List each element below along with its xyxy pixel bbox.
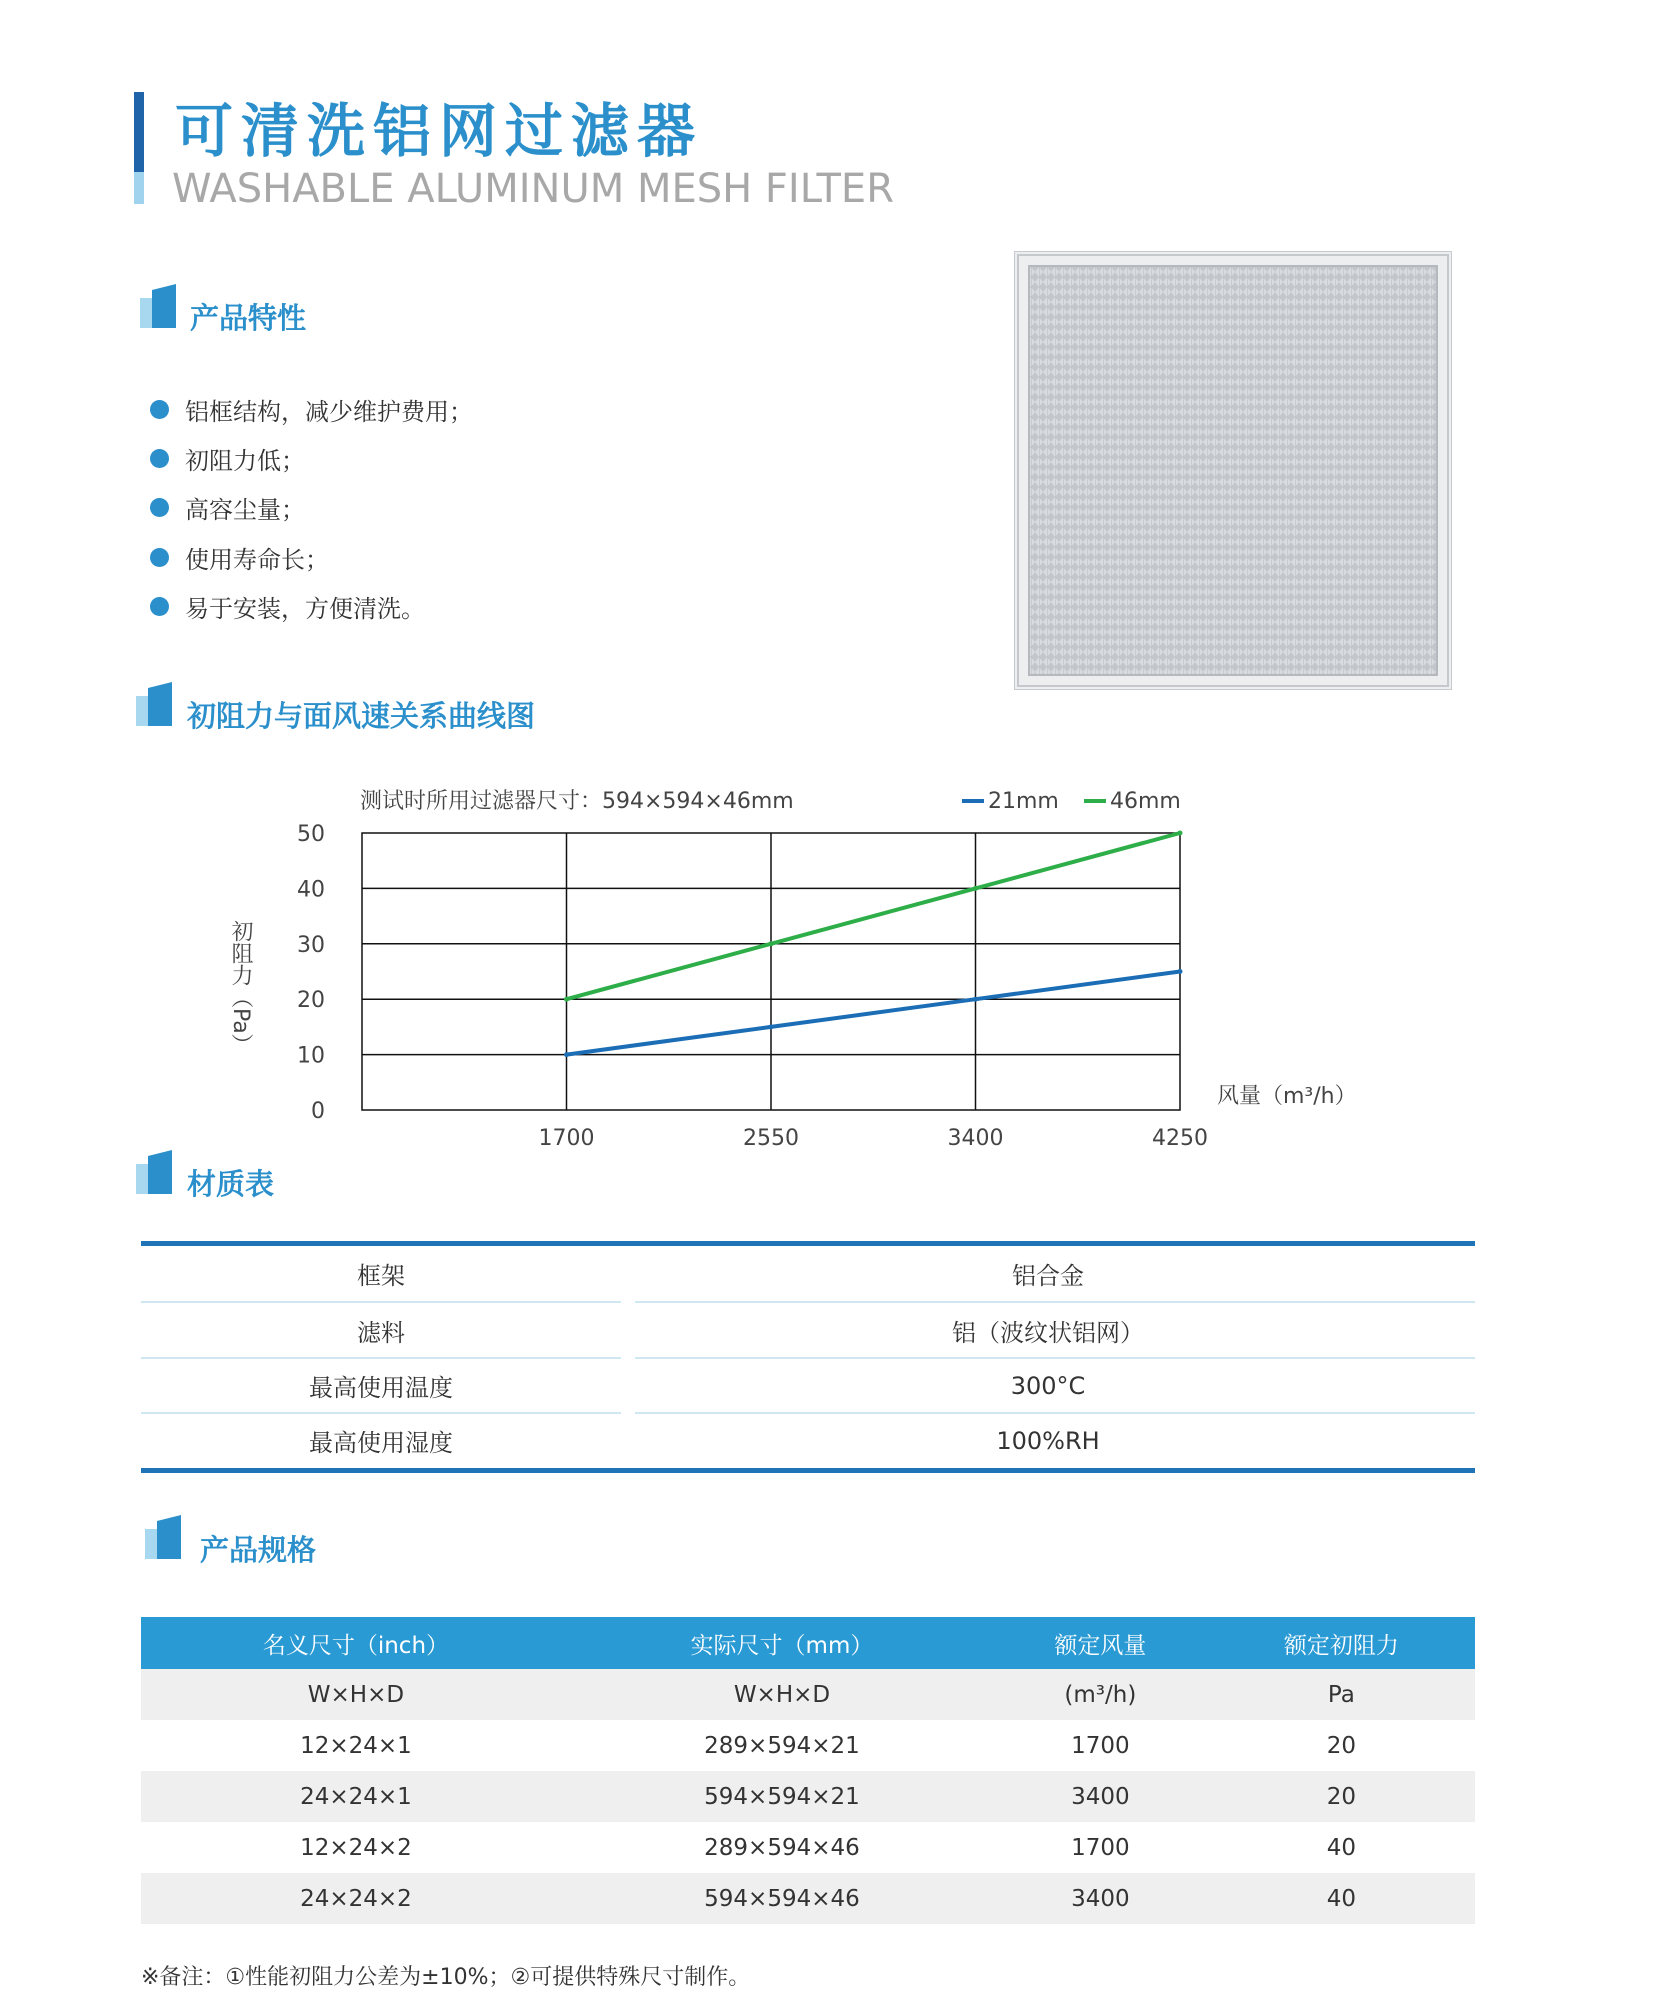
chart-legend xyxy=(962,789,1181,814)
y-axis-label: 初阻力（Pa） xyxy=(228,920,253,1056)
y-tick-label: 0 xyxy=(311,1099,325,1124)
page-title: 可清洗铝网过滤器 xyxy=(175,97,704,165)
x-tick-label: 2550 xyxy=(743,1126,799,1151)
data-point xyxy=(769,941,774,946)
spec-header-row xyxy=(141,1617,1475,1669)
feature-item: 易于安装，方便清洗。 xyxy=(150,589,425,624)
chart-test-note: 测试时所用过滤器尺寸：594×594×46mm xyxy=(360,789,794,814)
feature-item: 铝框结构，减少维护费用； xyxy=(150,392,473,427)
table-row: 24×24×2 594×594×46 3400 40 xyxy=(141,1873,1475,1924)
x-tick-label: 1700 xyxy=(538,1126,595,1151)
header-nominal-size: 名义尺寸（inch） xyxy=(141,1617,571,1669)
header-actual-size: 实际尺寸（mm） xyxy=(571,1617,993,1669)
y-axis-ticks xyxy=(297,822,325,1124)
legend-label: 46mm xyxy=(1110,789,1181,814)
material-row: 框架 铝合金 xyxy=(357,1262,1084,1290)
section-title-materials: 材质表 xyxy=(187,1167,275,1201)
table-row: 12×24×2 289×594×46 1700 40 xyxy=(300,1834,1356,1861)
data-point xyxy=(973,886,978,891)
series-line-46mm xyxy=(567,833,1181,999)
x-tick-label: 4250 xyxy=(1152,1126,1208,1151)
data-point xyxy=(1178,969,1183,974)
series-line-21mm xyxy=(567,972,1181,1055)
section-bar-icon xyxy=(136,1150,172,1194)
chart-grid xyxy=(362,833,1180,1110)
table-row: 12×24×1 289×594×21 1700 20 xyxy=(300,1732,1356,1759)
footnote: ※备注：①性能初阻力公差为±10%；②可提供特殊尺寸制作。 xyxy=(141,1965,751,1990)
data-point xyxy=(564,1052,569,1057)
y-tick-label: 50 xyxy=(297,822,325,847)
page-subtitle: WASHABLE ALUMINUM MESH FILTER xyxy=(172,166,894,212)
data-point xyxy=(1178,831,1183,836)
header-rated-resistance: 额定初阻力 xyxy=(1208,1617,1475,1669)
feature-item: 初阻力低； xyxy=(150,441,305,476)
section-title-features: 产品特性 xyxy=(190,301,307,335)
data-point xyxy=(564,997,569,1002)
feature-item: 使用寿命长； xyxy=(150,540,329,575)
table-row: 24×24×1 594×594×21 3400 20 xyxy=(141,1771,1475,1822)
feature-item: 高容尘量； xyxy=(150,490,305,525)
legend-label: 21mm xyxy=(988,789,1059,814)
data-point xyxy=(769,1024,774,1029)
spec-table xyxy=(141,1617,1475,1924)
material-row: 最高使用温度 300°C xyxy=(309,1371,1086,1402)
y-tick-label: 10 xyxy=(297,1043,325,1069)
table-bottom-rule xyxy=(141,1468,1475,1473)
header-rated-airflow: 额定风量 xyxy=(993,1617,1208,1669)
x-tick-label: 3400 xyxy=(947,1126,1004,1151)
x-axis-ticks xyxy=(539,1126,1209,1151)
material-row: 最高使用湿度 100%RH xyxy=(309,1426,1100,1457)
y-tick-label: 20 xyxy=(297,988,325,1014)
section-title-chart: 初阻力与面风速关系曲线图 xyxy=(187,699,536,733)
y-tick-label: 30 xyxy=(297,932,325,958)
y-tick-label: 40 xyxy=(297,877,325,903)
section-bar-icon xyxy=(145,1515,181,1559)
material-row: 滤料 铝（波纹状铝网） xyxy=(357,1319,1144,1347)
spec-unit-row: W×H×D W×H×D (m³/h) Pa xyxy=(141,1669,1475,1720)
x-axis-label: 风量（m³/h） xyxy=(1217,1084,1357,1109)
section-title-specs: 产品规格 xyxy=(200,1533,317,1567)
data-point xyxy=(973,997,978,1002)
